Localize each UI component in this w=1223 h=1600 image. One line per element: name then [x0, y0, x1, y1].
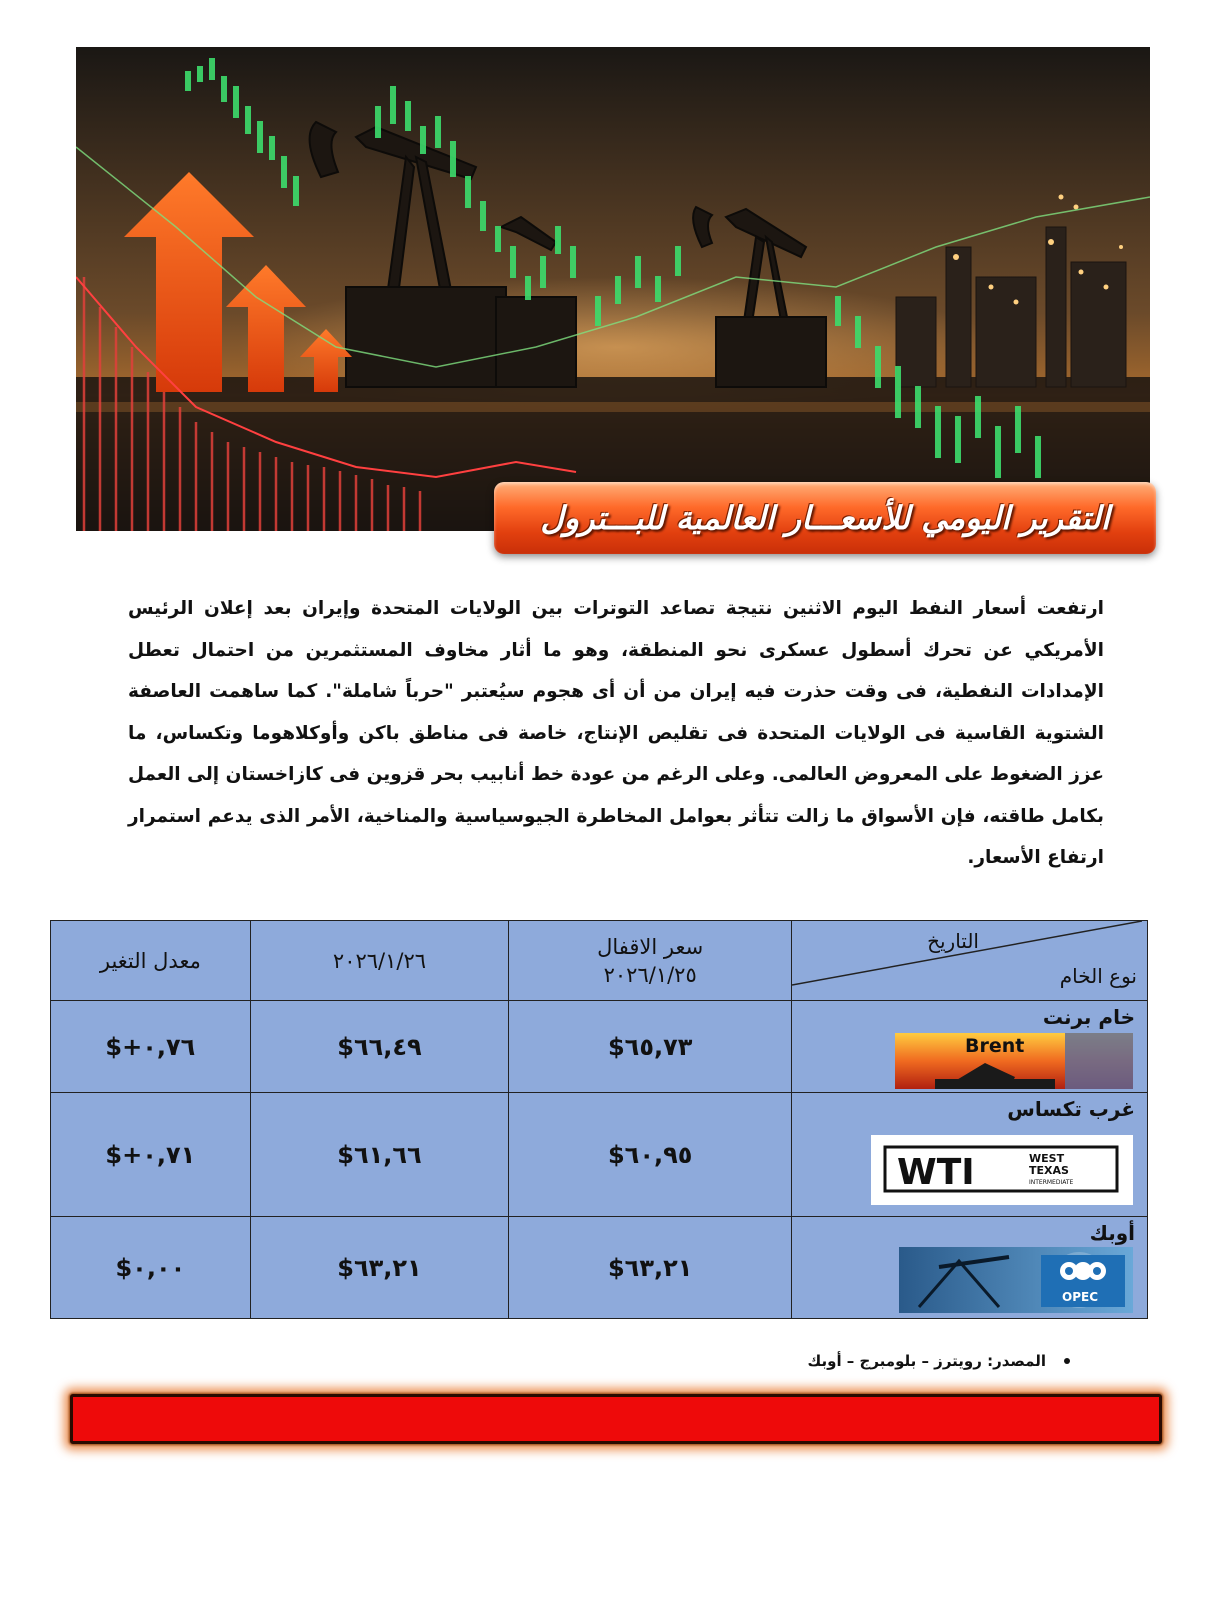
closing-price: $٦٣,٢١: [509, 1217, 792, 1319]
change-label: معدل التغير: [99, 948, 201, 973]
current-price: $٦١,٦٦: [250, 1093, 509, 1217]
source-text: المصدر: رويترز – بلومبرج – أوبك: [807, 1352, 1046, 1370]
crude-cell-brent: [792, 1001, 1148, 1093]
oil-market-illustration: [76, 47, 1150, 531]
closing-label: سعر الاقفال: [597, 934, 704, 959]
crude-name: غرب تكساس: [1007, 1097, 1135, 1121]
table-row: [51, 1217, 1148, 1319]
crude-cell-opec: [792, 1217, 1148, 1319]
news-paragraph: ارتفعت أسعار النفط اليوم الاثنين نتيجة تصاعد التوترات بين الولايات المتحدة وإيران بعد إعلان الرئيس الأمريكي عن تحرك أسطول عسكرى نحو المنطقة، وهو ما أثار مخاوف المستثمرين من احتمال تعطل الإمدادات النفطية، فى وقت حذرت فيه إيران من أن أى هجوم سيُعتبر "حرباً شاملة". كما ساهمت العاصفة الشتوية القاسية فى الولايات المتحدة فى تقليص الإنتاج، خاصة فى مناطق باكن وأوكلاهوما وتكساس، ما عزز الضغوط على المعروض العالمى. وعلى الرغم من عودة خط أنابيب بحر قزوين فى كازاخستان إلى العمل بكامل طاقته، فإن الأسواق ما زالت تتأثر بعوامل المخاطرة الجيوسياسية والمناخية، الأمر الذى يدعم استمرار ارتفاع الأسعار.: [128, 598, 1104, 868]
closing-price: $٦٥,٧٣: [509, 1001, 792, 1093]
wti-logo: [871, 1135, 1133, 1205]
current-date: ٢٠٢٦/١/٢٦: [332, 948, 427, 973]
source-line: [740, 1352, 1070, 1370]
svg-text:Brent: Brent: [965, 1035, 1025, 1057]
crude-type-label: نوع الخام: [1059, 964, 1137, 988]
footer-red-bar: [70, 1394, 1162, 1444]
svg-text:TEXAS: TEXAS: [1029, 1164, 1069, 1177]
svg-text:INTERMEDIATE: INTERMEDIATE: [1029, 1179, 1074, 1186]
price-table: [50, 920, 1148, 1319]
bullet-icon: [1064, 1358, 1070, 1364]
header-diagonal-cell: [792, 921, 1148, 1001]
crude-name: خام برنت: [1042, 1005, 1135, 1029]
date-label: التاريخ: [927, 929, 979, 953]
change-value: $٠,٠٠: [51, 1217, 251, 1319]
current-price: $٦٦,٤٩: [250, 1001, 509, 1093]
hero-image: [76, 47, 1150, 531]
svg-text:WEST: WEST: [1029, 1152, 1065, 1165]
header-closing: [509, 921, 792, 1001]
change-value: $+٠,٧٦: [51, 1001, 251, 1093]
change-value: $+٠,٧١: [51, 1093, 251, 1217]
crude-cell-wti: [792, 1093, 1148, 1217]
closing-price: $٦٠,٩٥: [509, 1093, 792, 1217]
header-change: [51, 921, 251, 1001]
closing-date: ٢٠٢٦/١/٢٥: [603, 962, 697, 987]
brent-logo: [895, 1033, 1133, 1089]
svg-text:OPEC: OPEC: [1062, 1290, 1098, 1304]
table-header-row: [51, 921, 1148, 1001]
header-current-date: [250, 921, 509, 1001]
table-row: [51, 1001, 1148, 1093]
current-price: $٦٣,٢١: [250, 1217, 509, 1319]
crude-name: أوبك: [1089, 1221, 1135, 1245]
report-title: التقرير اليومي للأسعـــار العالمية للبـــترول: [540, 499, 1110, 537]
opec-logo: [899, 1247, 1133, 1313]
report-title-banner: [494, 482, 1156, 554]
table-row: [51, 1093, 1148, 1217]
svg-text:WTI: WTI: [897, 1152, 975, 1193]
